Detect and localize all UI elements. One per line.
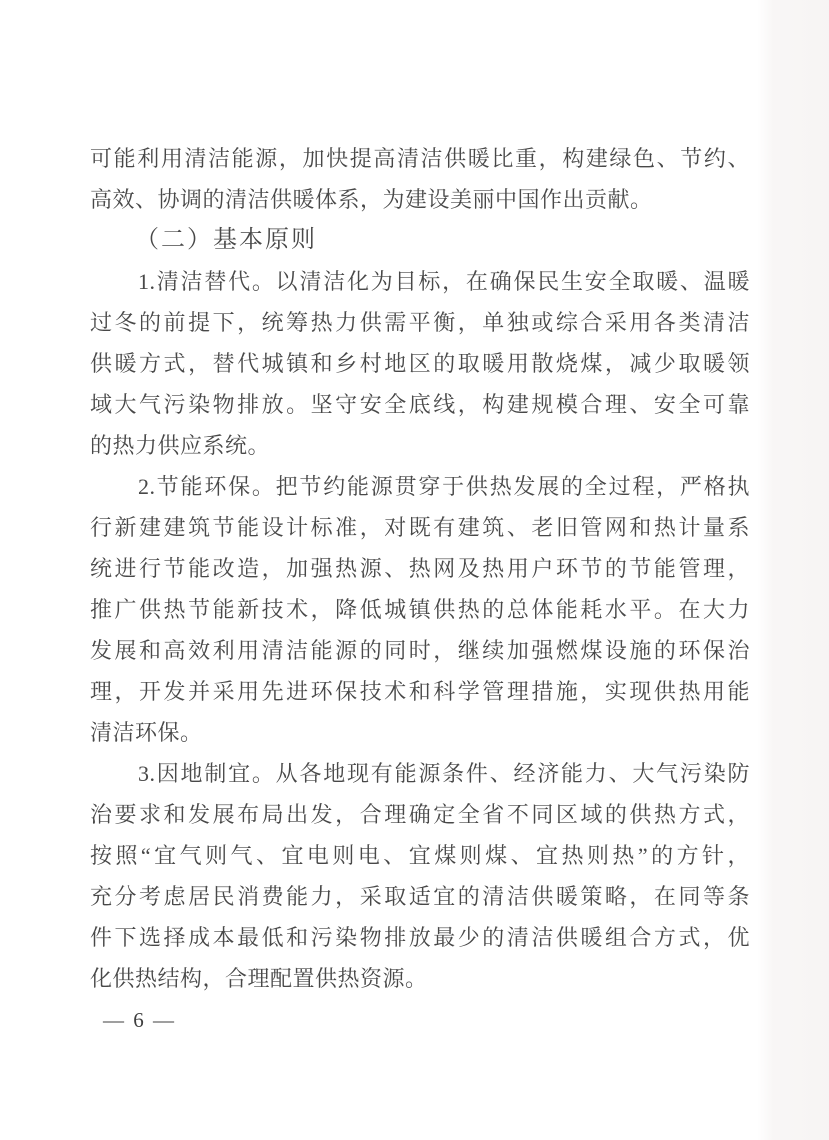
text-line: 统进行节能改造，加强热源、热网及热用户环节的节能管理， [90, 556, 750, 581]
text-line: 充分考虑居民消费能力，采取适宜的清洁供暖策略，在同等条 [90, 884, 750, 909]
text-line: 可能利用清洁能源，加快提高清洁供暖比重，构建绿色、节约、 [90, 146, 750, 171]
text-line: 的热力供应系统。 [90, 433, 271, 458]
section-heading: （二）基本原则 [135, 227, 317, 253]
text-line: 行新建建筑节能设计标准，对既有建筑、老旧管网和热计量系 [90, 515, 750, 540]
text-line: 2.节能环保。把节约能源贯穿于供热发展的全过程，严格执 [138, 474, 750, 499]
text-line: 1.清洁替代。以清洁化为目标，在确保民生安全取暖、温暖 [138, 269, 750, 294]
text-line: 过冬的前提下，统筹热力供需平衡，单独或综合采用各类清洁 [90, 310, 750, 335]
text-line: 清洁环保。 [90, 720, 203, 745]
text-line: 域大气污染物排放。坚守安全底线，构建规模合理、安全可靠 [90, 392, 750, 417]
text-line: 3.因地制宜。从各地现有能源条件、经济能力、大气污染防 [138, 761, 750, 786]
text-line: 化供热结构，合理配置供热资源。 [90, 966, 428, 991]
text-line: 发展和高效利用清洁能源的同时，继续加强燃煤设施的环保治 [90, 638, 750, 663]
text-line: 推广供热节能新技术，降低城镇供热的总体能耗水平。在大力 [90, 597, 750, 622]
text-line: 理，开发并采用先进环保技术和科学管理措施，实现供热用能 [90, 679, 750, 704]
document-text-block [90, 138, 750, 999]
text-line: 供暖方式，替代城镇和乡村地区的取暖用散烧煤，减少取暖领 [90, 351, 750, 376]
text-line: 件下选择成本最低和污染物排放最少的清洁供暖组合方式，优 [90, 925, 750, 950]
text-line: 按照“宜气则气、宜电则电、宜煤则煤、宜热则热”的方针， [90, 843, 750, 868]
scan-edge-shading [757, 0, 829, 1140]
page-number: — 6 — [103, 1008, 176, 1032]
text-line: 高效、协调的清洁供暖体系，为建设美丽中国作出贡献。 [90, 187, 653, 212]
text-line: 治要求和发展布局出发，合理确定全省不同区域的供热方式， [90, 802, 750, 827]
